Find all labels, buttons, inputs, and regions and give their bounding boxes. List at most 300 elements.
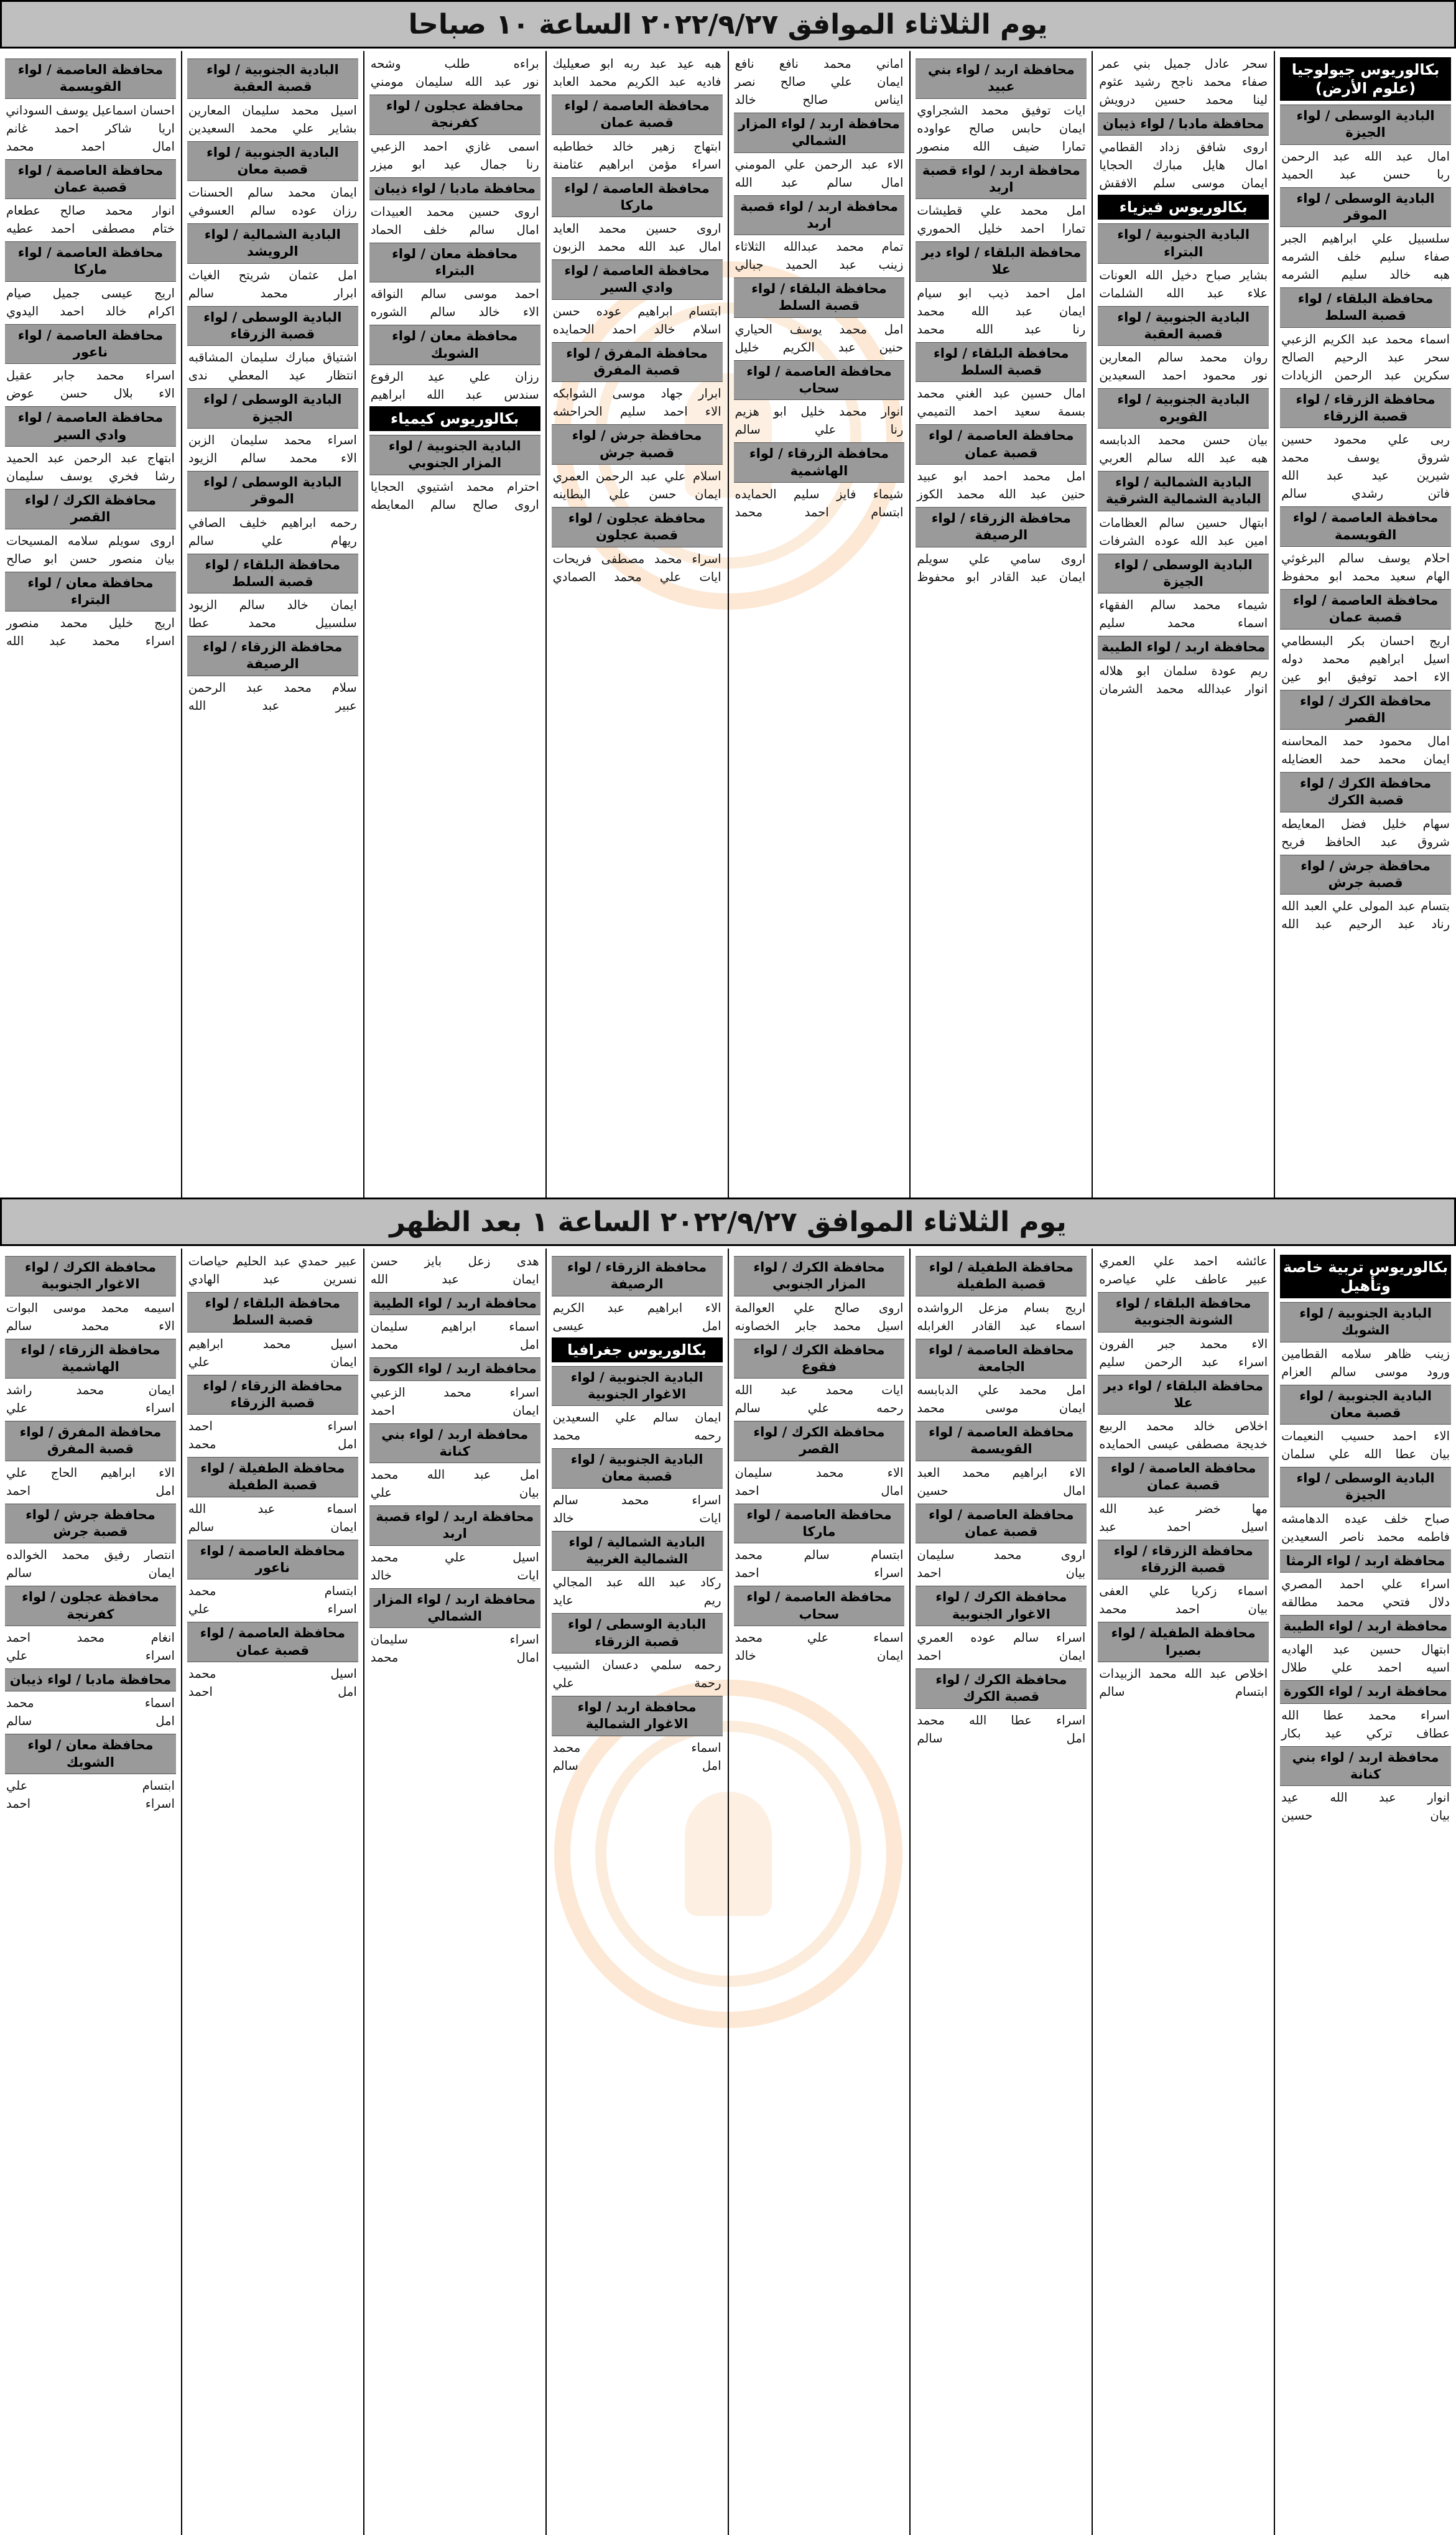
candidate-name: تمارا احمد خليل الحموري (917, 221, 1086, 236)
candidate-name: ابتهاج زهير خالد خطاطبه (552, 139, 721, 154)
region-heading: البادية الوسطى / لواء الموقر (1280, 187, 1451, 228)
candidate-name: اخلاص عبد الله محمد الزبيدات (1099, 1666, 1268, 1681)
candidate-name: امل عيسى (552, 1318, 721, 1333)
region-heading: محافظة العاصمة / لواء وادي السير (5, 406, 176, 447)
region-heading: محافظة الزرقاء / لواء الهاشمية (5, 1339, 176, 1379)
candidate-name: اسراء عطا الله محمد (917, 1713, 1086, 1728)
candidate-name: امال احمد محمد (6, 139, 175, 154)
region-heading: البادية الوسطى / لواء الموقر (187, 471, 358, 511)
candidate-list (552, 220, 723, 256)
candidate-name: ايمان عبد القادر ابو محفوظ (917, 569, 1086, 584)
candidate-list (5, 449, 176, 485)
candidate-name: الاء ابراهيم عبد الكريم (552, 1300, 721, 1315)
region-heading: البادية الجنوبية / لواء القويره (1098, 388, 1269, 429)
candidate-name: اسيل محمد جابر الخصاونه (735, 1318, 904, 1333)
candidate-name: فاطمه محمد ناصر السعيدين (1281, 1529, 1450, 1544)
region-heading: محافظة العاصمة / لواء ماركا (552, 177, 723, 218)
candidate-list (369, 285, 540, 321)
candidate-name: ايمان خالد سالم الزيود (188, 598, 357, 613)
candidate-list (187, 1335, 358, 1371)
candidate-name: رحمه علي سالم (735, 1401, 904, 1416)
region-heading: محافظة اربد / لواء بني عبيد (916, 58, 1087, 99)
candidate-name: سلسبيل علي ابراهيم الجبر (1281, 231, 1450, 246)
candidate-name: اروى محمد سليمان (917, 1548, 1086, 1563)
candidate-name: امال هايل مبارك الحجايا (1099, 158, 1268, 173)
candidate-list (734, 402, 905, 439)
candidate-name: اسيل محمد سليمان المعارين (188, 103, 357, 118)
region-heading: محافظة العاصمة / لواء قصبة عمان (1098, 1457, 1269, 1497)
candidate-name: اخلاص خالد محمد الربيع (1099, 1419, 1268, 1434)
candidate-list (1098, 1582, 1269, 1618)
candidate-list (1280, 815, 1451, 851)
column (1092, 51, 1274, 1198)
region-heading: محافظة العاصمة / لواء قصبة عمان (552, 95, 723, 135)
candidate-list (5, 101, 176, 156)
candidate-list (187, 1582, 358, 1618)
candidate-name: شيماء فايز سليم الحمايده (735, 486, 904, 501)
candidate-list (734, 1546, 905, 1582)
candidate-name: ربى علي محمود حسين (1281, 432, 1450, 447)
candidate-name: ايمان خالد (735, 1648, 904, 1663)
candidate-name: اروى صالح علي العوالمة (735, 1300, 904, 1315)
candidate-list (734, 156, 905, 192)
region-heading: محافظة العاصمة / لواء ناعور (187, 1540, 358, 1580)
candidate-list (187, 101, 358, 137)
candidate-name: ابتهال حسين عبد الهاديه (1281, 1642, 1450, 1657)
candidate-list (187, 1417, 358, 1453)
candidate-name: بتسام عبد المولى علي العبد الله (1281, 899, 1450, 914)
region-heading: محافظة البلقاء / لواء قصبة السلط (916, 342, 1087, 383)
candidate-list (916, 1711, 1087, 1747)
candidate-name: رحمه سلمي دعسان الشبيب (552, 1657, 721, 1672)
candidate-list (1098, 1252, 1269, 1288)
candidate-name: الاء محمد سالم (6, 1318, 175, 1333)
candidate-name: ايمان احمد (370, 1403, 539, 1418)
region-heading: محافظة العاصمة / لواء القويسمة (1280, 506, 1451, 547)
region-heading: محافظة العاصمة / لواء ماركا (5, 241, 176, 282)
candidate-list (1098, 55, 1269, 109)
column (545, 1249, 728, 2535)
region-heading: محافظة العاصمة / لواء القويسمة (5, 58, 176, 99)
candidate-list (369, 1384, 540, 1420)
region-heading: محافظة اربد / لواء الطيبة (369, 1292, 540, 1315)
candidate-list (916, 467, 1087, 503)
candidate-name: لينا محمد حسين درويش (1099, 93, 1268, 107)
afternoon-session (0, 1198, 1456, 2535)
region-heading: محافظة جرش / لواء قصبة جرش (1280, 855, 1451, 895)
region-heading: محافظة عجلون / لواء كفرنجة (369, 95, 540, 135)
region-heading: محافظة اربد / لواء بني كنانة (369, 1423, 540, 1464)
candidate-list (1098, 1500, 1269, 1536)
candidate-list (1098, 662, 1269, 698)
candidate-list (916, 284, 1087, 338)
candidate-name: نسرين عبد الهادي (188, 1272, 357, 1286)
candidate-list (916, 384, 1087, 421)
candidate-name: اسراء محمد الزعبي (370, 1385, 539, 1400)
region-heading: محافظة مادبا / لواء ذيبان (1098, 113, 1269, 136)
column (1274, 51, 1456, 1198)
candidate-name: رناد عبد الرحيم عبد الله (1281, 917, 1450, 932)
region-heading: البادية الجنوبية / لواء قصبة معان (1280, 1385, 1451, 1425)
candidate-name: رحمة علي (552, 1675, 721, 1690)
columns (0, 1249, 1456, 2535)
region-heading: البادية الشمالية / لواء الرويشد (187, 223, 358, 264)
column (0, 1249, 181, 2535)
candidate-name: انتظار عيد المعطي ندى (188, 368, 357, 383)
candidate-list (734, 320, 905, 356)
candidate-list (187, 348, 358, 384)
candidate-name: اسمى غازي احمد الزعبي (370, 139, 539, 154)
candidate-name: اسراء محمد عطا الله (1281, 1708, 1450, 1723)
candidate-name: تمام محمد عبدالله الثلاثاء (735, 240, 904, 254)
candidate-list (1280, 897, 1451, 933)
candidate-name: زينب عبد الحميد جبالي (735, 258, 904, 272)
candidate-list (5, 202, 176, 238)
candidate-name: ايمان عبد الله محمد (917, 304, 1086, 319)
region-heading: محافظة البلقاء / لواء الشونة الجنوبية (1098, 1292, 1269, 1333)
region-heading: محافظة اربد / لواء الكورة (1280, 1680, 1451, 1703)
candidate-list (916, 202, 1087, 238)
region-heading: البادية الجنوبية / لواء قصبة معان (187, 141, 358, 182)
region-heading: البادية الشمالية / لواء الشمالية الغربية (552, 1531, 723, 1571)
candidate-name: روان محمد سالم المعارين (1099, 350, 1268, 365)
degree-heading: بكالوريوس جيولوجيا (علوم الأرض) (1280, 57, 1451, 101)
candidate-name: ايمان محمد راشد (6, 1383, 175, 1398)
columns (0, 51, 1456, 1198)
candidate-name: سهام خليل فضل المعايطه (1281, 816, 1450, 831)
candidate-list (734, 238, 905, 274)
candidate-name: اريج خليل محمد منصور (6, 616, 175, 631)
region-heading: البادية الجنوبية / لواء البتراء (1098, 223, 1269, 264)
candidate-list (1280, 1640, 1451, 1677)
candidate-name: رنا عبد الله محمد (917, 322, 1086, 337)
candidate-name: ايات محمد عبد الله (735, 1383, 904, 1398)
candidate-list (552, 1299, 723, 1335)
candidate-list (1280, 1706, 1451, 1742)
candidate-name: ايات توفيق محمد الشجراوي (917, 103, 1086, 118)
candidate-name: هبه خالد سليم الشرمه (1281, 267, 1450, 282)
candidate-list (5, 614, 176, 650)
candidate-name: امال عبد الله عبد الرحمن (1281, 149, 1450, 164)
candidate-name: سلام محمد عبد الرحمن (188, 680, 357, 695)
candidate-list (552, 384, 723, 421)
candidate-name: اسلام علي عبد الرحمن العمري (552, 468, 721, 483)
candidate-list (916, 1629, 1087, 1665)
candidate-list (187, 1665, 358, 1701)
region-heading: محافظة الكرك / لواء القصر (734, 1421, 905, 1461)
candidate-name: انوار عبد الله عيد (1281, 1790, 1450, 1805)
candidate-name: اسراء مؤمن ابراهيم عثامنة (552, 157, 721, 172)
region-heading: محافظة البلقاء / لواء قصبة السلط (734, 277, 905, 318)
candidate-list (1280, 732, 1451, 768)
region-heading: محافظة المفرق / لواء قصبة المفرق (552, 342, 723, 383)
candidate-list (734, 55, 905, 109)
candidate-name: اسماء زكريا علي العفى (1099, 1584, 1268, 1599)
candidate-name: اسراء محمد جابر عقيل (6, 368, 175, 383)
candidate-list (369, 1630, 540, 1667)
candidate-name: ابتسام احمد محمد (735, 505, 904, 519)
candidate-name: بيان احمد (917, 1566, 1086, 1581)
candidate-list (1098, 514, 1269, 550)
region-heading: محافظة الزرقاء / لواء الرصيفة (187, 636, 358, 676)
candidate-name: هبه عبد الله سالم العربي (1099, 451, 1268, 466)
region-heading: محافظة العاصمة / لواء قصبة عمان (916, 1504, 1087, 1544)
candidate-name: خديجة مصطفى عيسى الحمايده (1099, 1437, 1268, 1452)
candidate-list (1280, 1575, 1451, 1611)
region-heading: البادية الجنوبية / لواء قصبة معان (552, 1448, 723, 1489)
region-heading: محافظة البلقاء / لواء دير علا (916, 241, 1087, 282)
region-heading: محافظة الطفيلة / لواء بصيرا (1098, 1622, 1269, 1662)
candidate-list (1098, 596, 1269, 632)
candidate-name: بيان منصور حسن ابو صالح (6, 551, 175, 566)
candidate-name: ايمان حابس صالح عواوده (917, 121, 1086, 136)
candidate-name: ريم عايد (552, 1593, 721, 1608)
candidate-name: امال محمد (370, 1650, 539, 1665)
candidate-name: اسماء محمد سليم (1099, 616, 1268, 631)
candidate-list (187, 1252, 358, 1288)
region-heading: محافظة اربد / لواء الطيبة (1098, 636, 1269, 659)
candidate-name: ربا حسن عبد الحميد (1281, 167, 1450, 182)
candidate-list (552, 55, 723, 91)
candidate-list (1098, 1335, 1269, 1371)
candidate-name: مها خضر عبد الله (1099, 1501, 1268, 1516)
candidate-name: رزان عوده سالم العسوفي (188, 203, 357, 218)
candidate-list (552, 137, 723, 174)
candidate-name: عائشه احمد علي العمري (1099, 1254, 1268, 1268)
candidate-name: امل محمد يوسف الحياري (735, 322, 904, 337)
region-heading: محافظة العاصمة / لواء قصبة عمان (916, 424, 1087, 465)
region-heading: محافظة اربد / لواء قصبة اربد (916, 159, 1087, 200)
candidate-name: امال حسين (917, 1483, 1086, 1498)
degree-heading: بكالوريوس فيزياء (1098, 195, 1269, 220)
region-heading: محافظة العاصمة / لواء سحاب (734, 1586, 905, 1626)
candidate-name: ريم عودة سلمان ابو هلاله (1099, 663, 1268, 678)
region-heading: البادية الوسطى / لواء الجيزة (187, 388, 358, 429)
region-heading: محافظة عجلون / لواء كفرنجة (5, 1586, 176, 1626)
region-heading: محافظة الزرقاء / لواء قصبة الزرقاء (1098, 1540, 1269, 1580)
candidate-name: انوار محمد صالح عطعام (6, 203, 175, 218)
region-heading: محافظة اربد / لواء قصبة اربد (369, 1505, 540, 1546)
candidate-name: صفاء سليم خلف الشرمه (1281, 249, 1450, 264)
candidate-list (369, 203, 540, 239)
candidate-name: بيان حسن محمد الدبابسه (1099, 433, 1268, 448)
candidate-list (1280, 1788, 1451, 1825)
candidate-name: امل محمد (370, 1337, 539, 1352)
candidate-name: اريج عيسى جميل صيام (6, 286, 175, 300)
candidate-name: نور عبد الله سليمان مومني (370, 75, 539, 89)
candidate-name: اسيمه محمد موسى البوات (6, 1300, 175, 1315)
candidate-name: دلال فتحي محمد مطالقه (1281, 1595, 1450, 1610)
candidate-list (1098, 138, 1269, 192)
candidate-name: ابتهاج عبد الرحمن عبد الحميد (6, 450, 175, 465)
region-heading: البادية الوسطى / لواء الجيزة (1280, 1467, 1451, 1507)
candidate-list (187, 184, 358, 220)
candidate-name: اسيل محمد (188, 1666, 357, 1681)
column (728, 1249, 910, 2535)
candidate-list (916, 101, 1087, 156)
candidate-list (1280, 549, 1451, 585)
region-heading: محافظة الزرقاء / لواء قصبة الزرقاء (1280, 388, 1451, 429)
region-heading: محافظة الكرك / لواء القصر (5, 489, 176, 529)
candidate-name: سحر عادل جميل بني عمر (1099, 57, 1268, 71)
candidate-name: ابتسام سالم (1099, 1684, 1268, 1699)
candidate-name: ايمان موسى سلم الافقش (1099, 176, 1268, 191)
candidate-name: اسراء سليمان (370, 1632, 539, 1647)
candidate-name: ايمان سالم (6, 1566, 175, 1581)
candidate-name: احمد موسى سالم النواقه (370, 287, 539, 302)
candidate-list (5, 1299, 176, 1335)
candidate-list (552, 550, 723, 586)
region-heading: البادية الجنوبية / لواء المزار الجنوبي (369, 435, 540, 475)
candidate-name: الاء ابراهيم الحاج علي (6, 1465, 175, 1480)
candidate-name: اسراء محمد مصطفى فريحات (552, 551, 721, 566)
region-heading: محافظة جرش / لواء قصبة جرش (552, 424, 723, 465)
region-heading: محافظة البلقاء / لواء قصبة السلط (187, 1292, 358, 1333)
session-banner: يوم الثلاثاء الموافق ٢٠٢٢/٩/٢٧ الساعة ١ بعد الظهر (0, 1198, 1456, 1246)
region-heading: محافظة العاصمة / لواء ماركا (734, 1504, 905, 1544)
candidate-name: امال عبد الله محمد الزبون (552, 240, 721, 254)
candidate-name: اسيه احمد علي طلال (1281, 1660, 1450, 1675)
region-heading: محافظة مادبا / لواء ذيبان (369, 177, 540, 200)
candidate-name: سلسبيل محمد عطا (188, 616, 357, 631)
region-heading: محافظة الكرك / لواء فقوع (734, 1339, 905, 1379)
candidate-list (369, 137, 540, 174)
candidate-name: عبير حمدي عبد الحليم حياصات (188, 1254, 357, 1268)
candidate-name: فاتن رشدي سالم (1281, 486, 1450, 501)
region-heading: البادية الجنوبية / لواء قصبة العقبة (1098, 306, 1269, 347)
candidate-list (1280, 632, 1451, 686)
candidate-name: الاء محمد سالم الزيود (188, 450, 357, 465)
region-heading: محافظة العاصمة / لواء الجامعة (916, 1339, 1087, 1379)
candidate-list (552, 1408, 723, 1444)
candidate-name: اسراء علي (6, 1648, 175, 1663)
candidate-name: علاء عبد الله الشلمات (1099, 286, 1268, 300)
candidate-list (1280, 1427, 1451, 1463)
candidate-name: الاء خالد سالم الشوره (370, 305, 539, 320)
candidate-name: اسماء محمد (6, 1696, 175, 1711)
candidate-name: ايمان سالم علي السعيدين (552, 1410, 721, 1425)
region-heading: محافظة اربد / لواء قصبة اربد (734, 195, 905, 236)
candidate-name: امل عثمان شريتح الغياث (188, 267, 357, 282)
candidate-name: امل محمد علي الدبابسه (917, 1383, 1086, 1398)
region-heading: محافظة معان / لواء البتراء (5, 572, 176, 612)
region-heading: محافظة المفرق / لواء قصبة المفرق (5, 1421, 176, 1461)
session-banner: يوم الثلاثاء الموافق ٢٠٢٢/٩/٢٧ الساعة ١٠ صباحا (0, 0, 1456, 49)
candidate-name: اريج احسان بكر البسطامي (1281, 633, 1450, 648)
region-heading: محافظة الطفيلة / لواء قصبة الطفيلة (187, 1457, 358, 1497)
candidate-name: ابتسام علي (6, 1778, 175, 1793)
candidate-name: ابتسام ابراهيم عوده حسن (552, 304, 721, 319)
candidate-name: انغام محمد احمد (6, 1630, 175, 1645)
candidate-list (187, 266, 358, 302)
candidate-name: اسيل علي محمد (370, 1550, 539, 1565)
column (181, 51, 363, 1198)
candidate-name: صفاء محمد ناجح رشيد عثوم (1099, 75, 1268, 89)
candidate-name: ايمان احمد (917, 1648, 1086, 1663)
candidate-name: بشاير صباح دخيل الله العونات (1099, 267, 1268, 282)
candidate-list (1280, 1510, 1451, 1546)
candidate-list (552, 302, 723, 338)
candidate-name: اسراء احمد (6, 1796, 175, 1811)
candidate-list (1280, 430, 1451, 503)
candidate-name: بيان حسين (1281, 1808, 1450, 1823)
morning-session (0, 0, 1456, 1198)
candidate-list (369, 368, 540, 404)
candidate-list (734, 1464, 905, 1500)
candidate-list (1280, 147, 1451, 184)
candidate-list (369, 1548, 540, 1584)
candidate-name: ايمان سالم (188, 1519, 357, 1534)
candidate-list (552, 1573, 723, 1609)
candidate-list (552, 467, 723, 503)
candidate-name: الاء بلال حسن عوض (6, 386, 175, 401)
region-heading: محافظة معان / لواء البتراء (369, 243, 540, 283)
column (1274, 1249, 1456, 2535)
candidate-name: ابتسام سالم محمد (735, 1548, 904, 1563)
candidate-name: احلام يوسف سالم البرغوثي (1281, 551, 1450, 565)
candidate-list (187, 431, 358, 467)
candidate-list (1098, 348, 1269, 384)
candidate-name: رشا فخري يوسف سليمان (6, 468, 175, 483)
candidate-name: رزان علي عيد الرفوع (370, 370, 539, 384)
candidate-name: اسراء علي احمد المصري (1281, 1577, 1450, 1592)
candidate-name: ايمان محمد سالم الحسنات (188, 185, 357, 200)
candidate-name: انوار محمد خليل ابو هزيم (735, 404, 904, 419)
region-heading: محافظة الكرك / لواء الاغوار الجنوبية (5, 1256, 176, 1296)
degree-heading: بكالوريوس جغرافيا (552, 1337, 723, 1362)
candidate-name: ايناس صالح خالد (735, 93, 904, 107)
candidate-list (916, 1299, 1087, 1335)
candidate-list (5, 532, 176, 568)
region-heading: محافظة الزرقاء / لواء الهاشمية (734, 442, 905, 483)
candidate-name: اروى سامي علي سويلم (917, 551, 1086, 566)
candidate-name: شروق عبد الحافظ فريح (1281, 834, 1450, 849)
candidate-name: رحمه ابراهيم خليف الصافي (188, 515, 357, 530)
candidate-name: انوار عبدالله محمد الشرمان (1099, 681, 1268, 696)
candidate-list (5, 1777, 176, 1813)
candidate-name: امال حسين عبد الغني محمد (917, 386, 1086, 401)
region-heading: محافظة اربد / لواء المزار الشمالي (369, 1588, 540, 1629)
candidate-list (5, 1694, 176, 1730)
candidate-name: ايمان علي (188, 1354, 357, 1369)
column (0, 51, 181, 1198)
candidate-name: هدى زعل بايز حسن (370, 1254, 539, 1268)
region-heading: محافظة الطفيلة / لواء قصبة الطفيلة (916, 1256, 1087, 1296)
candidate-name: اسيل احمد عبد (1099, 1519, 1268, 1534)
candidate-list (734, 1629, 905, 1665)
candidate-name: امال محمود حمد المحاسنه (1281, 734, 1450, 749)
candidate-name: اسراء محمد عبد الله (6, 634, 175, 649)
candidate-name: اروى حسين محمد العايد (552, 221, 721, 236)
candidate-list (1280, 1345, 1451, 1381)
region-heading: محافظة اربد / لواء الكورة (369, 1357, 540, 1380)
column (1092, 1249, 1274, 2535)
candidate-name: امل سالم (917, 1731, 1086, 1746)
region-heading: محافظة الكرك / لواء قصبة الكرك (1280, 772, 1451, 812)
candidate-name: براءه طلب وشحه (370, 57, 539, 71)
candidate-name: اسماء محمد عبد الكريم الزعبي (1281, 332, 1450, 347)
candidate-list (5, 366, 176, 402)
candidate-name: امل احمد (6, 1483, 175, 1498)
region-heading: محافظة اربد / لواء الرمثا (1280, 1550, 1451, 1573)
region-heading: محافظة الكرك / لواء القصر (1280, 690, 1451, 730)
candidate-name: بسمة سعيد احمد التميمي (917, 404, 1086, 419)
candidate-name: الاء محمد جبر الفرون (1099, 1336, 1268, 1351)
region-heading: محافظة اربد / لواء بني كنانة (1280, 1746, 1451, 1787)
candidate-name: ابرار محمد سالم (188, 286, 357, 300)
candidate-list (916, 1381, 1087, 1417)
region-heading: محافظة العاصمة / لواء قصبة عمان (5, 159, 176, 200)
